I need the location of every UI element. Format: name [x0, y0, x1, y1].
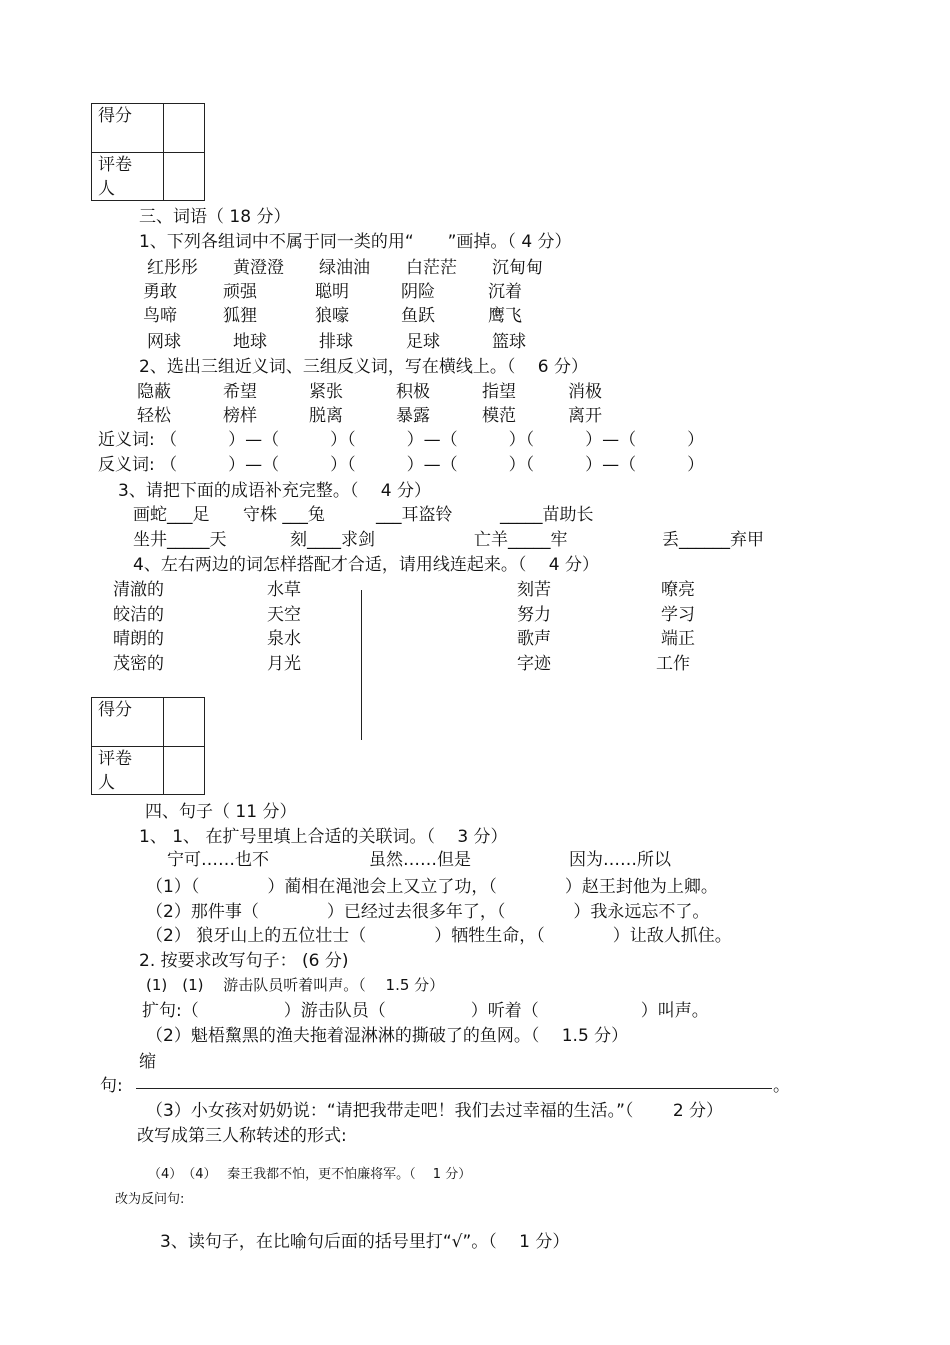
- s4-q1-prompt: 1、 1、 在扩号里填上合适的关联词。（ 3 分）: [139, 827, 508, 847]
- idiom-blank: ___耳盗铃: [376, 505, 453, 525]
- q1-word: 足球: [406, 332, 440, 352]
- section3-title: 三、词语（ 18 分）: [139, 207, 291, 227]
- idiom-blank: 亡羊_____牢: [474, 530, 568, 550]
- grader-label: 评卷人: [98, 749, 132, 793]
- q1-word: 网球: [147, 332, 181, 352]
- score-box: [91, 697, 205, 795]
- idiom-blank: 坐井_____天: [133, 530, 227, 550]
- answer-period: 。: [773, 1076, 790, 1096]
- match-word-right: 歌声: [517, 629, 551, 649]
- q2-word: 轻松: [137, 406, 171, 426]
- idiom-blank: _____苗助长: [500, 505, 594, 525]
- q1-word: 红彤彤: [147, 258, 198, 278]
- q2-word: 离开: [568, 406, 602, 426]
- idiom-blank: 守株 ___兔: [243, 505, 325, 525]
- synonym-answer-line: 近义词: （ ）—（ ）（ ）—（ ）（ ）—（ ）: [98, 430, 705, 450]
- match-word-left: 月光: [267, 654, 301, 674]
- q1-word: 绿油油: [319, 258, 370, 278]
- score-label: 得分: [98, 700, 132, 720]
- grader-label: 评卷人: [98, 155, 132, 199]
- s4-q2-prompt: 2. 按要求改写句子： (6 分): [139, 951, 349, 971]
- q1-word: 沉着: [488, 282, 522, 302]
- q1-word: 沉甸甸: [492, 258, 543, 278]
- q2-word: 指望: [482, 382, 516, 402]
- q2-word: 暴露: [396, 406, 430, 426]
- match-word-right: 字迹: [517, 654, 551, 674]
- idiom-blank: 画蛇___足: [133, 505, 210, 525]
- match-word-left: 晴朗的: [113, 629, 164, 649]
- match-word-right: 学习: [661, 605, 695, 625]
- q1-word: 鱼跃: [401, 306, 435, 326]
- q2-word: 紧张: [309, 382, 343, 402]
- q1-word: 鸟啼: [143, 306, 177, 326]
- q2-word: 脱离: [309, 406, 343, 426]
- match-word-right: 努力: [517, 605, 551, 625]
- q1-word: 勇敢: [143, 282, 177, 302]
- shorten-label-ju: 句:: [100, 1076, 123, 1096]
- shorten-label-suo: 缩: [139, 1052, 156, 1072]
- s4-q1-item: （2）那件事（ ）已经过去很多年了，（ ）我永远忘不了。: [146, 902, 710, 922]
- score-label: 得分: [98, 106, 132, 126]
- s4-q3-prompt: 3、读句子，在比喻句后面的括号里打“√”。（ 1 分）: [160, 1232, 570, 1252]
- conjunction-option: 宁可……也不: [167, 850, 269, 870]
- match-word-right: 工作: [656, 654, 690, 674]
- q2-word: 希望: [223, 382, 257, 402]
- match-word-left: 泉水: [267, 629, 301, 649]
- match-word-left: 茂密的: [113, 654, 164, 674]
- match-word-left: 皎洁的: [113, 605, 164, 625]
- s4-q1-item: （1）（ ）蔺相在渑池会上又立了功，（ ）赵王封他为上卿。: [146, 877, 718, 897]
- q4-prompt: 4、左右两边的词怎样搭配才合适，请用线连起来。（ 4 分）: [133, 555, 599, 575]
- score-box: [91, 103, 205, 201]
- match-word-left: 天空: [267, 605, 301, 625]
- q3-prompt: 3、请把下面的成语补充完整。（ 4 分）: [118, 481, 431, 501]
- idiom-blank: 丢______弃甲: [662, 530, 764, 550]
- s4-q2-expand-line: 扩句:（ ）游击队员（ ）听着（ ）叫声。: [142, 1001, 709, 1021]
- match-word-left: 水草: [267, 580, 301, 600]
- match-word-right: 嘹亮: [661, 580, 695, 600]
- antonym-answer-line: 反义词: （ ）—（ ）（ ）—（ ）（ ）—（ ）: [98, 455, 705, 475]
- match-word-right: 端正: [661, 629, 695, 649]
- match-word-right: 刻苦: [517, 580, 551, 600]
- q1-word: 阴险: [401, 282, 435, 302]
- q1-word: 篮球: [492, 332, 526, 352]
- q2-prompt: 2、选出三组近义词、三组反义词，写在横线上。（ 6 分）: [139, 357, 588, 377]
- q1-word: 聪明: [315, 282, 349, 302]
- q2-word: 积极: [396, 382, 430, 402]
- q1-word: 白茫茫: [406, 258, 457, 278]
- q2-word: 榜样: [223, 406, 257, 426]
- q1-prompt: 1、下列各组词中不属于同一类的用“ ”画掉。（ 4 分）: [139, 232, 572, 252]
- q1-word: 地球: [233, 332, 267, 352]
- idiom-blank: 刻____求剑: [290, 530, 375, 550]
- q1-word: 狐狸: [223, 306, 257, 326]
- conjunction-option: 因为……所以: [569, 850, 671, 870]
- s4-q2-item3: （3）小女孩对奶奶说：“请把我带走吧！我们去过幸福的生活。”（ 2 分）: [146, 1101, 724, 1121]
- conjunction-option: 虽然……但是: [369, 850, 471, 870]
- q1-word: 鹰飞: [488, 306, 522, 326]
- answer-line: [136, 1088, 772, 1089]
- s4-q1-item: （2） 狼牙山上的五位壮士（ ）牺牲生命，（ ）让敌人抓住。: [146, 926, 732, 946]
- s4-q2-item4: （4） （4） 秦王我都不怕，更不怕廉将军。（ 1 分）: [148, 1167, 472, 1182]
- q2-word: 消极: [568, 382, 602, 402]
- q2-word: 隐蔽: [137, 382, 171, 402]
- s4-q2-item4-instruction: 改为反问句:: [115, 1192, 185, 1207]
- q1-word: 黄澄澄: [233, 258, 284, 278]
- q1-word: 狼嚎: [315, 306, 349, 326]
- s4-q2-item3-instruction: 改写成第三人称转述的形式:: [137, 1126, 347, 1146]
- q1-word: 排球: [319, 332, 353, 352]
- section4-title: 四、句子（ 11 分）: [145, 802, 297, 822]
- match-word-left: 清澈的: [113, 580, 164, 600]
- match-divider: [361, 590, 362, 740]
- s4-q2-item2: （2）魁梧黧黑的渔夫拖着湿淋淋的撕破了的鱼网。（ 1.5 分）: [146, 1026, 629, 1046]
- s4-q2-item1: (1) (1) 游击队员听着叫声。（ 1.5 分）: [146, 976, 445, 994]
- q1-word: 顽强: [223, 282, 257, 302]
- q2-word: 模范: [482, 406, 516, 426]
